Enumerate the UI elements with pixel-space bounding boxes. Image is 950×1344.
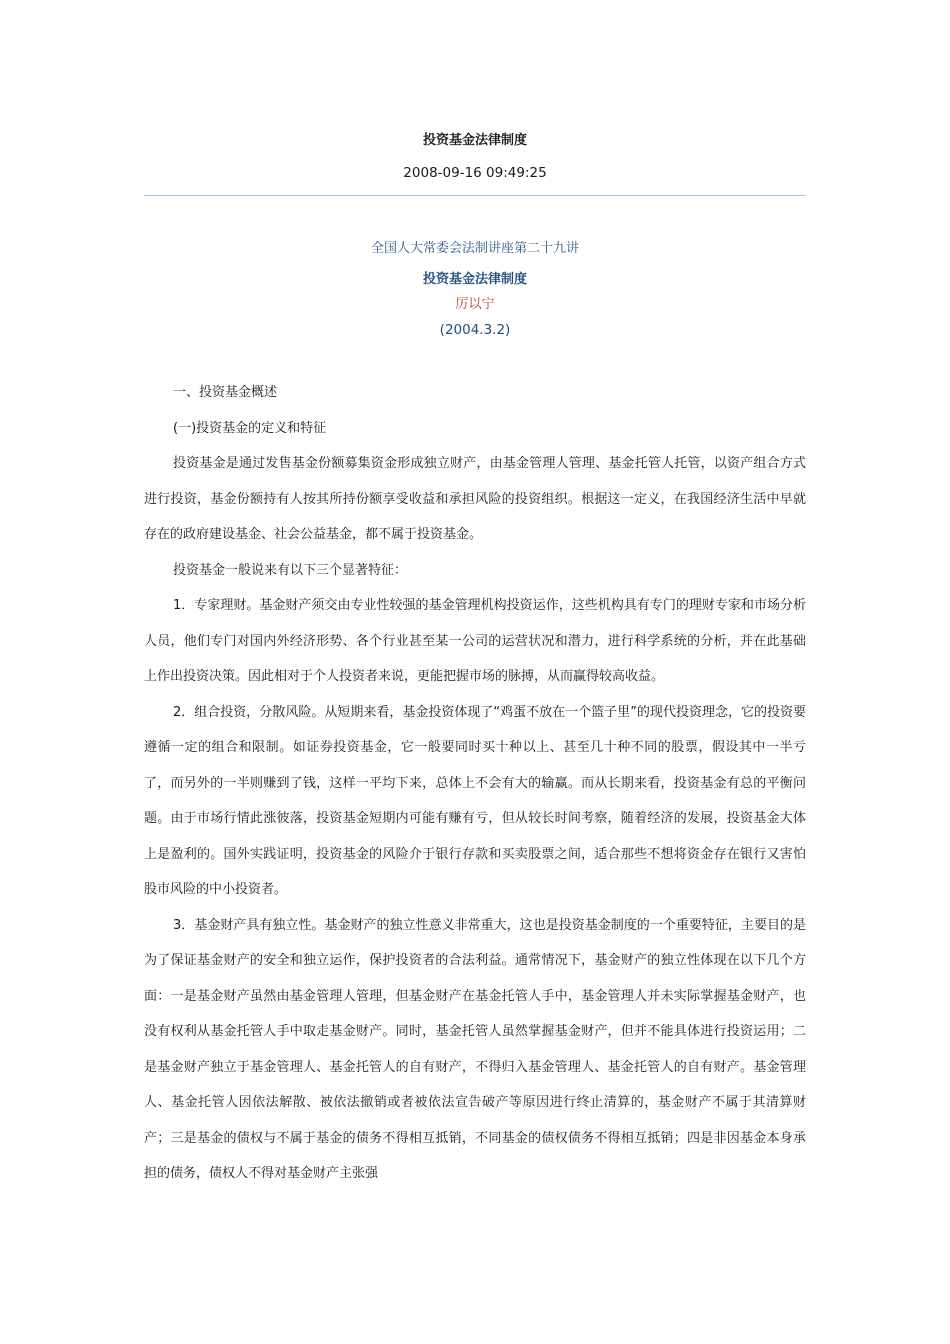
- lecture-date: (2004.3.2): [439, 322, 511, 338]
- page-title: 投资基金法律制度: [422, 133, 527, 148]
- paragraph-feature-1: 1．专家理财。基金财产须交由专业性较强的基金管理机构投资运作，这些机构具有专门的理财专家和市场分析人员，他们专门对国内外经济形势、各个行业甚至某一公司的运营状况和潜力，进行科学系统的分析，并在此基础上作出投资决策。因此相对于个人投资者来说，更能把握市场的脉搏，从而赢得较高收益。: [144, 598, 806, 684]
- header-divider: [144, 195, 806, 196]
- subsection-heading: (一)投资基金的定义和特征: [173, 420, 327, 436]
- publish-datetime: 2008-09-16 09:49:25: [403, 165, 547, 181]
- paragraph-definition: 投资基金是通过发售基金份额募集资金形成独立财产，由基金管理人管理、基金托管人托管，以资产组合方式进行投资，基金份额持有人按其所持份额享受收益和承担风险的投资组织。根据这一定义，在我国经济生活中早就存在的政府建设基金、社会公益基金，都不属于投资基金。: [144, 456, 806, 542]
- section-heading: 一、投资基金概述: [173, 385, 278, 400]
- article-body: [144, 375, 806, 1192]
- paragraph-feature-2: 2．组合投资，分散风险。从短期来看，基金投资体现了“鸡蛋不放在一个篮子里”的现代投资理念，它的投资要遵循一定的组合和限制。如证券投资基金，它一般要同时买十种以上、甚至几十种不同的股票，假设其中一半亏了，而另外的一半则赚到了钱，这样一平均下来，总体上不会有大的输赢。而从长期来看，投资基金有总的平衡问题。由于市场行情此涨彼落，投资基金短期内可能有赚有亏，但从较长时间考察，随着经济的发展，投资基金大体上是盈利的。国外实践证明，投资基金的风险介于银行存款和买卖股票之间，适合那些不想将资金存在银行又害怕股市风险的中小投资者。: [144, 704, 806, 897]
- paragraph-features-intro: 投资基金一般说来有以下三个显著特征：: [173, 562, 408, 578]
- lecture-title: 投资基金法律制度: [422, 272, 527, 287]
- lecture-series: 全国人大常委会法制讲座第二十九讲: [370, 241, 579, 256]
- paragraph-feature-3: 3．基金财产具有独立性。基金财产的独立性意义非常重大，这也是投资基金制度的一个重要特征，主要目的是为了保证基金财产的安全和独立运作，保护投资者的合法利益。通常情况下，基金财产的独立性体现在以下几个方面：一是基金财产虽然由基金管理人管理，但基金财产在基金托管人手中，基金管理人并未实际掌握基金财产，也没有权利从基金托管人手中取走基金财产。同时，基金托管人虽然掌握基金财产，但并不能具体进行投资运用；二是基金财产独立于基金管理人、基金托管人的自有财产，不得归入基金管理人、基金托管人的自有财产。基金管理人、基金托管人因依法解散、被依法撤销或者被依法宣告破产等原因进行终止清算的，基金财产不属于其清算财产；三是基金的债权与不属于基金的债务不得相互抵销，不同基金的债权债务不得相互抵销；四是非因基金本身承担的债务，债权人不得对基金财产主张强: [144, 917, 806, 1181]
- lecture-author: 厉以宁: [455, 297, 495, 312]
